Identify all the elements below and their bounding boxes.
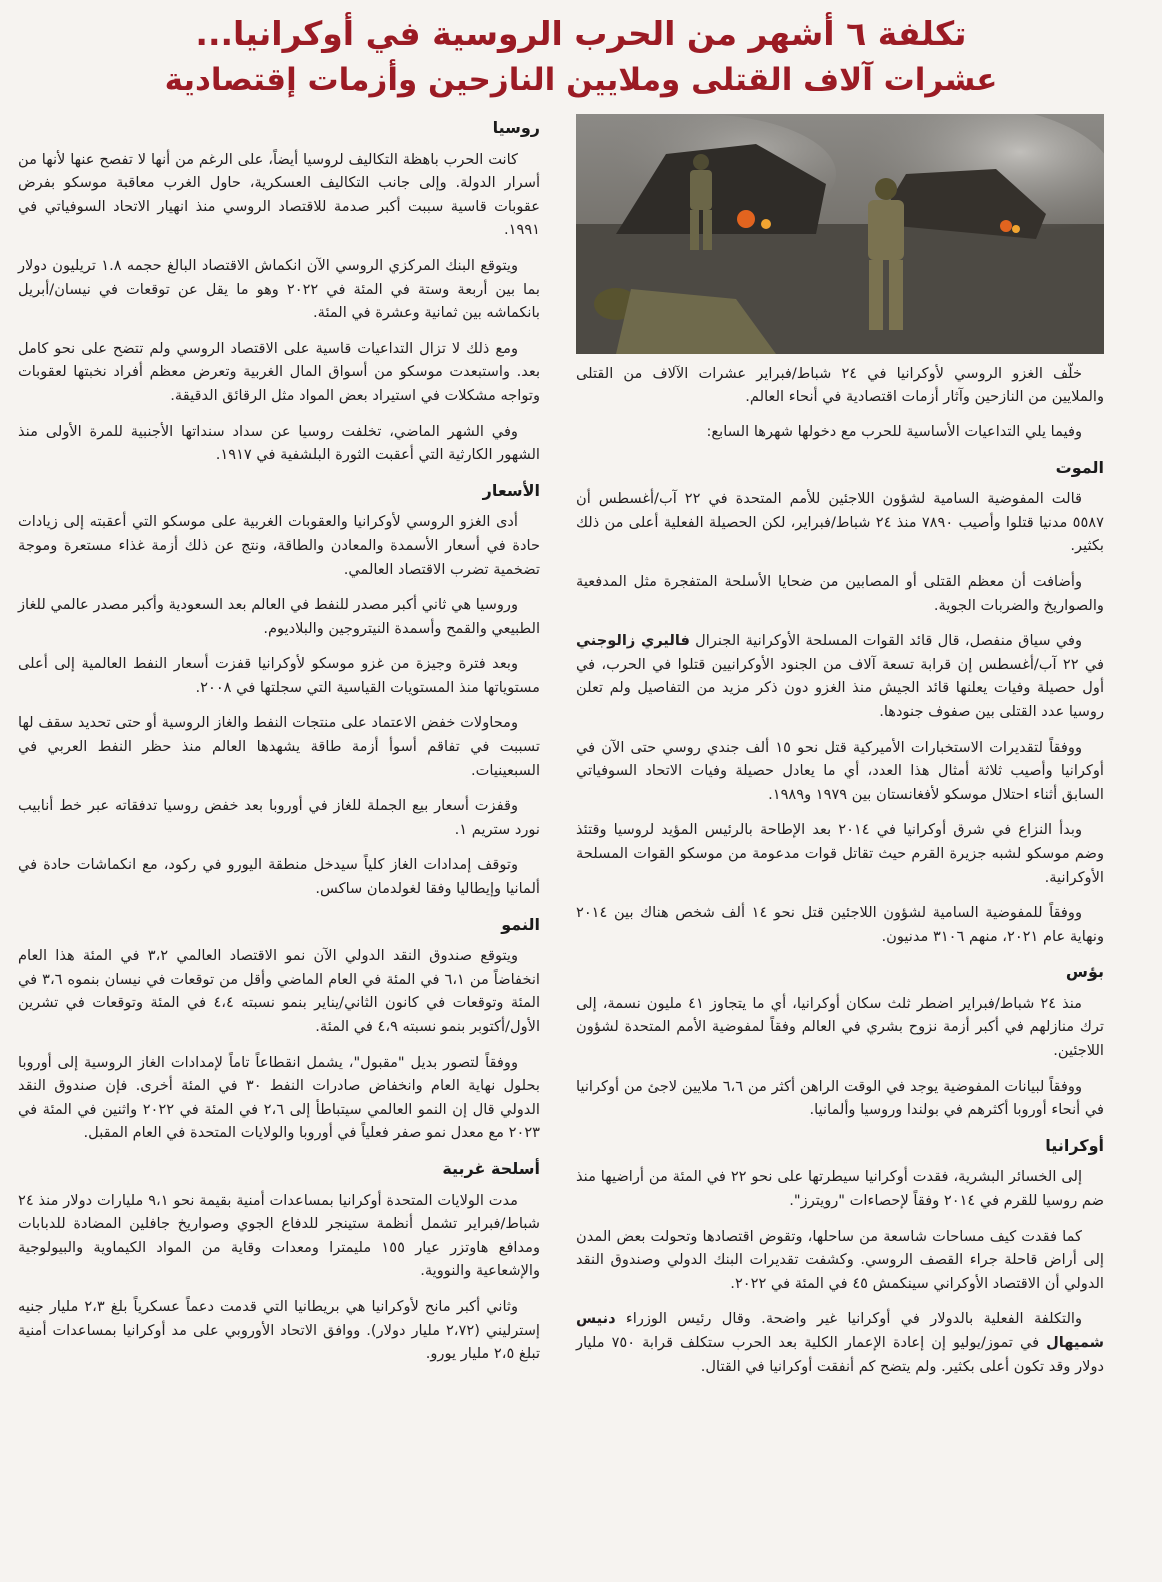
headline-line-2: عشرات آلاف القتلى وملايين النازحين وأزمات إقتصادية: [164, 62, 998, 98]
section-heading-prices: الأسعار: [482, 480, 540, 500]
paragraph: مدت الولايات المتحدة أوكرانيا بمساعدات أمنية بقيمة نحو ٩،١ مليارات دولار منذ ٢٤ شباط/فبراير تشمل أنظمة ستينجر للدفاع الجوي وصواريخ جافلين المضادة للدبابات ومدافع هاوتزر عيار ١٥٥ مليمترا ومعدات وقاية من المواد الكيماوية والبيولوجية والإشعاعية والنووية.: [18, 1191, 540, 1280]
paragraph: وبدأ النزاع في شرق أوكرانيا في ٢٠١٤ بعد الإطاحة بالرئيس المؤيد لروسيا وقتئذ وضم موسكو لشبه جزيرة القرم حيث تقاتل قوات مدعومة من موسكو القوات المسلحة الأوكرانية.: [576, 821, 1104, 886]
paragraph: وفي الشهر الماضي، تخلفت روسيا عن سداد سنداتها الأجنبية للمرة الأولى منذ الشهور الكارثية التي أعقبت الثورة البلشفية في ١٩١٧.: [18, 422, 540, 464]
text-run: في ٢٢ آب/أغسطس إن قرابة تسعة آلاف من الجنود الأوكرانيين قتلوا في الحرب، في أول حصيلة وفيات يعلنها قائد الجيش منذ الغزو دون ذكر مزيد من التفاصيل ولم تعلن روسيا عدد القتلى بين صفوف جنودها.: [576, 655, 1105, 720]
section-heading-death: الموت: [1055, 457, 1104, 477]
paragraph: منذ ٢٤ شباط/فبراير اضطر ثلث سكان أوكرانيا، أي ما يتجاوز ٤١ مليون نسمة، إلى ترك منازلهم في أكبر أزمة نزوح بشري في العالم وفقاً لمفوضية الأمم المتحدة لشؤون اللاجئين.: [576, 994, 1104, 1060]
paragraph: ويتوقع صندوق النقد الدولي الآن نمو الاقتصاد العالمي ٣،٢ في المئة هذا العام انخفاضاً من ٦،١ في المئة في العام الماضي وأقل من توقعات في نيسان بنموه ٣،٦ في المئة وتوقعات في كانون الثاني/يناير بنمو نسبته ٤،٤ في المئة وتوقعات في تشرين الأول/أكتوبر بنمو نسبته ٤،٩ في المئة.: [18, 947, 541, 1035]
paragraph: وروسيا هي ثاني أكبر مصدر للنفط في العالم بعد السعودية وأكبر مصدر عالمي للغاز الطبيعي والقمح وأسمدة النيتروجين والبلاديوم.: [18, 596, 540, 637]
paragraph: إلى الخسائر البشرية، فقدت أوكرانيا سيطرتها على نحو ٢٢ في المئة من أراضيها منذ ضم روسيا للقرم في ٢٠١٤ وفقاً لإحصاءات "رويترز".: [576, 1168, 1104, 1210]
paragraph: ومحاولات خفض الاعتماد على منتجات النفط والغاز الروسية أو حتى تحديد سقف لها تسببت في تفاقم أسوأ أزمة طاقة يشهدها العالم منذ حظر النفط العربي في السبعينيات.: [18, 714, 540, 779]
text-run: والتكلفة الفعلية بالدولار في أوكرانيا غير واضحة. وقال رئيس الوزراء: [615, 1310, 1082, 1328]
paragraph: ووفقاً لتصور بديل "مقبول"، يشمل انقطاعاً تاماً لإمدادات الغاز الروسية إلى أوروبا بحلول نهاية العام وانخفاض صادرات النفط ٣٠ في المئة أخرى. فإن صندوق النقد الدولي قال إن النمو العالمي سيتباطأ إلى ٢،٦ في المئة في ٢٠٢٢ واثنين في المئة في ٢٠٢٣ مع معدل نمو صفر فعلياً في أوروبا والولايات المتحدة في العام المقبل.: [18, 1053, 540, 1142]
paragraph: [576, 1307, 1104, 1378]
left-column: [18, 108, 540, 1378]
intro-paragraph: وفيما يلي التداعيات الأساسية للحرب مع دخولها شهرها السابع:: [706, 423, 1082, 440]
photo-illustration: [576, 114, 1104, 354]
section-heading-misery: بؤس: [1065, 962, 1104, 982]
headline-line-1: تكلفة ٦ أشهر من الحرب الروسية في أوكرانيا...: [195, 14, 967, 53]
headline: [0, 10, 1162, 102]
section-heading-russia: روسيا: [492, 118, 540, 137]
war-scene-photo: [576, 114, 1104, 354]
paragraph: [576, 629, 1104, 723]
photo-caption: خلّف الغزو الروسي لأوكرانيا في ٢٤ شباط/فبراير عشرات الآلاف من القتلى والملايين من النازحين وآثار أزمات اقتصادية في أنحاء العالم.: [576, 365, 1104, 405]
section-heading-growth: النمو: [501, 914, 540, 934]
paragraph: ووفقاً لبيانات المفوضية يوجد في الوقت الراهن أكثر من ٦،٦ ملايين لاجئ من أوكرانيا في أنحاء أوروبا أكثرهم في بولندا وروسيا وألمانيا.: [576, 1077, 1104, 1119]
paragraph: وتوقف إمدادات الغاز كلياً سيدخل منطقة اليورو في ركود، مع انكماشات حادة في ألمانيا وإيطاليا وفقا لغولدمان ساكس.: [18, 856, 540, 898]
paragraph: ويتوقع البنك المركزي الروسي الآن انكماش الاقتصاد البالغ حجمه ١.٨ تريليون دولار بما بين أربعة وستة في المئة في ٢٠٢٢ وهو ما يقل عن توقعات في نيسان/أبريل بانكماشه بين ثمانية وعشرة في المئة.: [18, 256, 540, 322]
paragraph: وبعد فترة وجيزة من غزو موسكو لأوكرانيا قفزت أسعار النفط العالمية إلى أعلى مستوياتها منذ المستويات القياسية التي سجلتها في ٢٠٠٨.: [18, 655, 540, 696]
paragraph: وثاني أكبر مانح لأوكرانيا هي بريطانيا التي قدمت دعماً عسكرياً بلغ ٢،٣ مليار جنيه إسترليني (٢،٧٢ مليار دولار). ووافق الاتحاد الأوروبي على مد أوكرانيا بمساعدات أمنية تبلغ ٢،٥ مليار يورو.: [18, 1297, 540, 1363]
paragraph: وقفزت أسعار بيع الجملة للغاز في أوروبا بعد خفض روسيا تدفقاته عبر خط أنابيب نورد ستريم ١.: [18, 797, 540, 838]
paragraph: كما فقدت كيف مساحات شاسعة من ساحلها، وتقوض اقتصادها وتحولت بعض المدن إلى أراض قاحلة جراء القصف الروسي. وكشفت تقديرات البنك الدولي وصندوق النقد الدولي أن الاقتصاد الأوكراني سينكمش ٤٥ في المئة في ٢٠٢٢.: [576, 1227, 1104, 1292]
section-heading-ukraine: أوكرانيا: [1045, 1135, 1104, 1155]
paragraph: قالت المفوضية السامية لشؤون اللاجئين للأمم المتحدة في ٢٢ آب/أغسطس أن ٥٥٨٧ مدنيا قتلوا وأصيب ٧٨٩٠ منذ ٢٤ شباط/فبراير، لكن الحصيلة الفعلية أعلى من ذلك بكثير.: [576, 490, 1104, 555]
section-heading-weapons: أسلحة غربية: [442, 1158, 540, 1178]
person-name: فاليري زالوجني: [576, 632, 690, 650]
paragraph: وأضافت أن معظم القتلى أو المصابين من ضحايا الأسلحة المتفجرة مثل المدفعية والصواريخ والضربات الجوية.: [576, 572, 1104, 614]
text-run: وفي سياق منفصل، قال قائد القوات المسلحة الأوكرانية الجنرال: [689, 632, 1083, 650]
person-name: دنيس شميهال: [576, 1310, 1105, 1351]
paragraph: أدى الغزو الروسي لأوكرانيا والعقوبات الغربية على موسكو التي أعقبته إلى زيادات حادة في أسعار الأسمدة والمعادن والطاقة، ونتج عن ذلك أزمة غذاء مستعرة وموجة تضخمية تضرب الاقتصاد العالمي.: [18, 513, 540, 578]
paragraph: ومع ذلك لا تزال التداعيات قاسية على الاقتصاد الروسي ولم تتضح على نحو كامل بعد. واستبعدت موسكو من أسواق المال الغربية وتعرض معظم أفراد نخبتها لعقوبات وتواجه مشكلات في استيراد بعض المواد مثل الرقائق الدقيقة.: [18, 339, 540, 404]
paragraph: ووفقاً للمفوضية السامية لشؤون اللاجئين قتل نحو ١٤ ألف شخص هناك بين ٢٠١٤ ونهاية عام ٢٠٢١، منهم ٣١٠٦ مدنيون.: [576, 904, 1104, 945]
paragraph: ووفقاً لتقديرات الاستخبارات الأميركية قتل نحو ١٥ ألف جندي روسي حتى الآن في أوكرانيا وأصيب ثلاثة أمثال هذا العدد، أي ما يعادل حصيلة وفيات الاتحاد السوفياتي السابق أثناء احتلال موسكو لأفغانستان بين ١٩٧٩ و١٩٨٩.: [576, 738, 1104, 803]
text-run: في تموز/يوليو إن إعادة الإعمار الكلية بعد الحرب ستكلف قرابة ٧٥٠ مليار دولار وقد تكون أعلى بكثير. ولم يتضح كم أنفقت أوكرانيا في القتال.: [576, 1334, 1104, 1375]
paragraph: كانت الحرب باهظة التكاليف لروسيا أيضاً، على الرغم من أنها لا تفصح عنها لأنها من أسرار الدولة. وإلى جانب التكاليف العسكرية، حاول الغرب معاقبة موسكو بفرض عقوبات قاسية سببت أكبر صدمة للاقتصاد الروسي منذ انهيار الاتحاد السوفياتي في ١٩٩١.: [18, 150, 540, 239]
right-column: [576, 108, 1104, 1390]
